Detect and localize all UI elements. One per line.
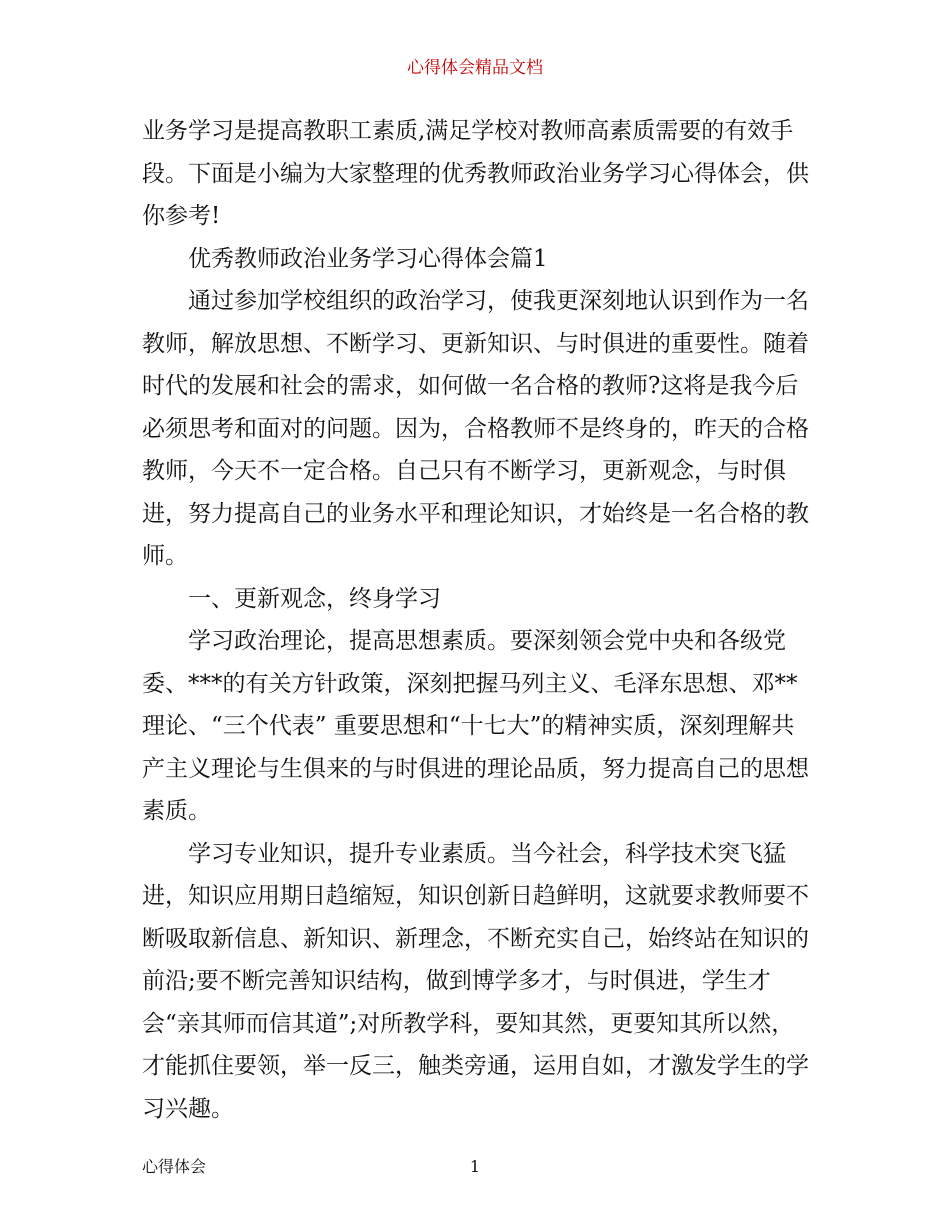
document-body — [142, 110, 814, 1130]
page-number: 1 — [469, 1157, 481, 1176]
footer-label: 心得体会 — [142, 1157, 207, 1176]
body-paragraph: 通过参加学校组织的政治学习，使我更深刻地认识到作为一名教师，解放思想、不断学习、更新知识、与时俱进的重要性。随着时代的发展和社会的需求，如何做一名合格的教师?这将是我今后必须思考和面对的问题。因为，合格教师不是终身的，昨天的合格教师，今天不一定合格。自己只有不断学习，更新观念，与时俱进，努力提高自己的业务水平和理论知识，才始终是一名合格的教师。 — [142, 288, 809, 569]
section-title: 优秀教师政治业务学习心得体会篇1 — [188, 245, 548, 272]
body-paragraph: 学习政治理论，提高思想素质。要深刻领会党中央和各级党委、***的有关方针政策，深刻把握马列主义、毛泽东思想、邓**理论、“三个代表” 重要思想和“十七大”的精神实质，深刻理解共产主义理论与生俱来的与时俱进的理论品质，努力提高自己的思想素质。 — [142, 628, 809, 824]
body-paragraph: 学习专业知识，提升专业素质。当今社会，科学技术突飞猛进，知识应用期日趋缩短，知识创新日趋鲜明，这就要求教师要不断吸取新信息、新知识、新理念，不断充实自己，始终站在知识的前沿;要不断完善知识结构，做到博学多才，与时俱进，学生才会“亲其师而信其道”;对所教学科，要知其然，更要知其所以然，才能抓住要领，举一反三，触类旁通，运用自如，才激发学生的学习兴趣。 — [142, 840, 809, 1122]
subsection-heading: 一、更新观念，终身学习 — [188, 585, 441, 612]
intro-paragraph: 业务学习是提高教职工素质,满足学校对教师高素质需要的有效手段。下面是小编为大家整理的优秀教师政治业务学习心得体会，供你参考! — [142, 118, 809, 229]
document-header-title: 心得体会精品文档 — [407, 58, 543, 78]
